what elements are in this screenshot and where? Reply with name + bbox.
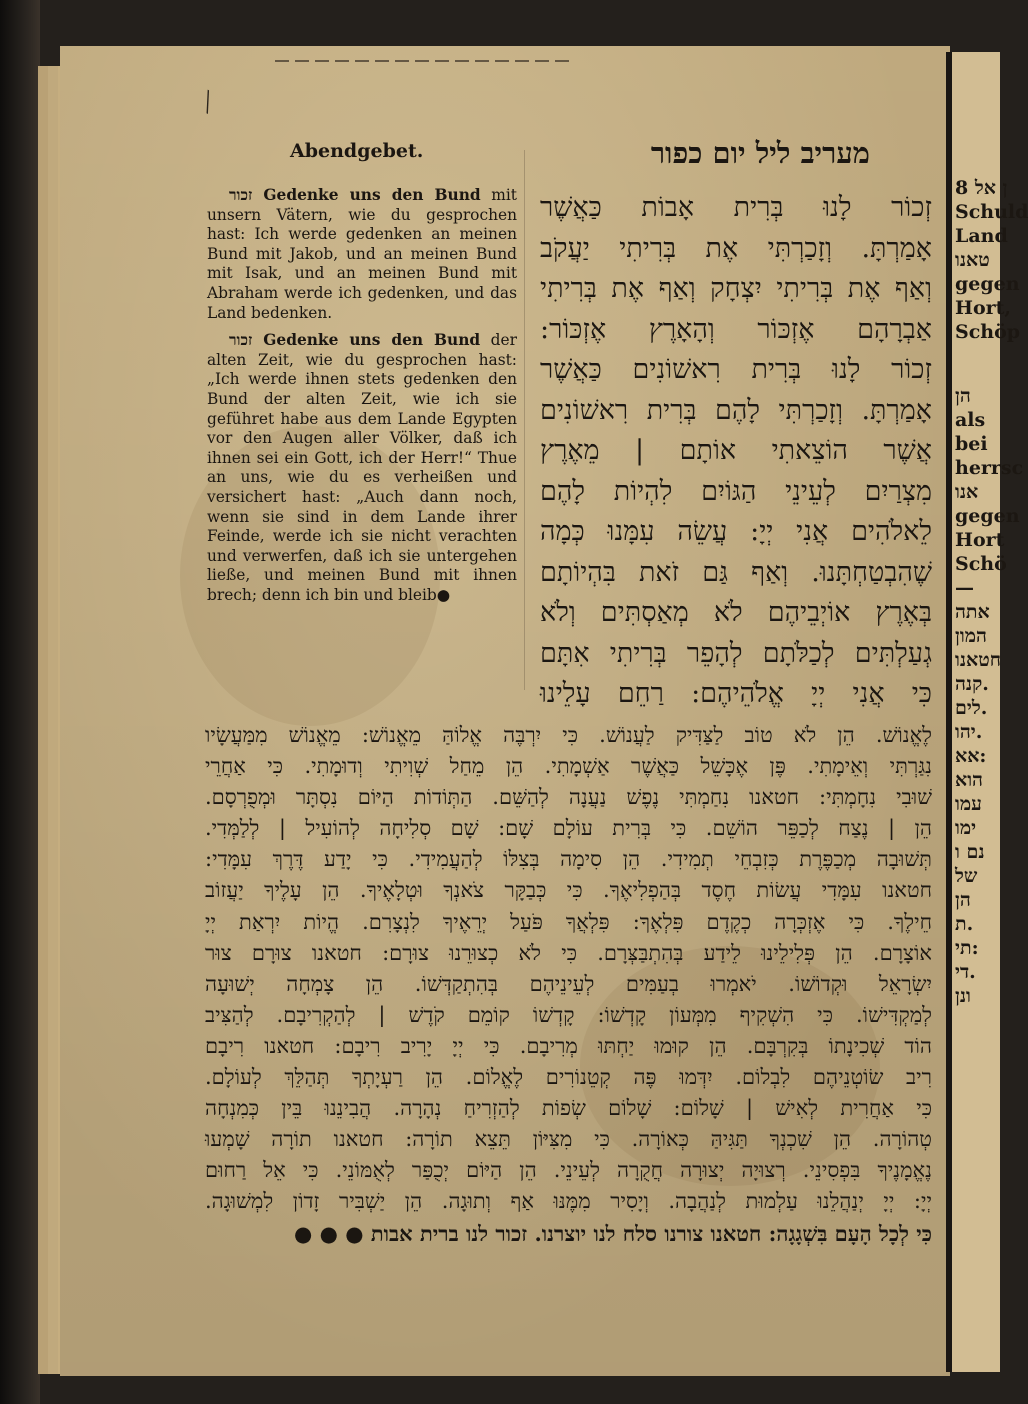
paragraph-text: der alten Zeit, wie du gesprochen hast: „Ich werde ihnen stets gedenken den Bund der alten Zeit, wie ich sie geführet habe aus dem Lande Egypten vor den Augen aller Völker, daß ich ihnen sei ein Gott, ich der Herr!“ Thue an uns, wie du es verheißen und versichert hast: „Auch dann noch, wenn sie sind in dem Lande ihrer Feinde, werde ich sie nicht verachten und verwerfen, daß ich sie untergehen ließe, und meinen Bund mit ihnen brech; denn ich bin und bleib●: [207, 331, 517, 604]
piyyut-line: חטאנו עִמָּדִי עֲשׂוֹת חֶסֶד בְּהַפְלִיאֶךָ. כִּי כְּבַקָּר צֹאנְךָ וּטְלָאֶיךָ. הֵן עָלֶיךָ יַעֲזוֹב: [205, 878, 932, 903]
german-paragraph: [207, 331, 517, 605]
facing-fragment: Hort,: [955, 297, 1012, 319]
facing-fragment: ן אל 8: [955, 177, 1008, 199]
facing-fragment: gegen: [955, 273, 1020, 295]
facing-fragment: אנו: [955, 481, 979, 503]
paragraph-lead: זכור Gedenke uns den Bund: [229, 186, 481, 204]
facing-fragment: Land: [955, 225, 1008, 247]
facing-fragment: יהו.: [955, 721, 983, 743]
piyyut-line: רִיב שׂוֹטְנֵיהֶם לִבְלוֹם. יִדְּמוּ פֶּה קְטֵנוֹרִים לֶאֱלוֹם. הֵן רַעְיָתְךָ תְּהַלֵּךְ לְעוֹלָם.: [205, 1065, 932, 1090]
hebrew-line: אָמַרְתָּ. וְזָכַרְתִּי לָהֶם בְּרִית רִאשׁוֹנִים: [540, 394, 932, 426]
hebrew-line: מִצְרַיִם לְעֵינֵי הַגּוֹיִם לִהְיוֹת לָהֶם: [540, 475, 932, 507]
piyyut-line: שׁוּבִי נִחָמְתִּי: חטאנו נִחַמְתִּי נֶפֶשׁ נַעֲנָה לְהַשֵּׁם. הַתְּוֹדוֹת הַיּוֹם נִסְתָּר וּמְפֻרְסָם.: [205, 785, 932, 810]
piyyut-line: חֵילֶךָ. כִּי אֶזְכְּרָה כְקֶדֶם פִּלְאֶךָ: פִּלְאֲךָ פֹּעַל יְרֵאֶיךָ לִנְצָרִם. הֱיוֹת יִרְאַת יְיָ: [205, 909, 932, 934]
facing-fragment: gegen: [955, 505, 1020, 527]
facing-fragment: אא:: [955, 745, 987, 767]
facing-fragment: Hort: [955, 529, 1005, 551]
german-running-title: Abendgebet.: [290, 140, 424, 162]
book-spine-shadow: [0, 0, 40, 1404]
piyyut-line: יִשְׂרָאֵל וּקְדוֹשׁוֹ. יֹאמְרוּ בְעַמִּים לְעֵינֵיהֶם בְּהִתְקַדְּשׁוֹ. הֵן צָמְחָה יְשׁוּעָה: [205, 971, 932, 996]
piyyut-line: נִגַּרְתִּי וְאֵימָתִי. פֶּן אֶכָּשֵׁל כַּאֲשֶׁר אַשְׁמָתִי. הֵן מֵחַל שְׁוִיתִי וְדוּמָתִי. כִּי אַחֲרֵי: [205, 754, 933, 779]
hebrew-running-title: מעריב ליל יום כפור: [650, 136, 870, 170]
hebrew-line: אֲשֶׁר הוֹצֵאתִי אוֹתָם | מֵאֶרֶץ: [540, 435, 932, 466]
hebrew-line: אַבְרָהָם אֶזְכּוֹר וְהָאָרֶץ אֶזְכּוֹר:: [540, 313, 932, 345]
german-translation-column: [207, 186, 517, 613]
facing-fragment: קנה.: [955, 673, 989, 695]
facing-fragment: אתה: [955, 601, 990, 623]
piyyut-line: כִּי אַחֲרִית לְאִישׁ | שָׁלוֹם: שָׁלוֹם שְׂפוֹת לְהַזְרִיחַ נְהָרָה. הֲבִינֵנוּ בֵּין כְּמִנְחָה: [205, 1096, 932, 1121]
facing-fragment: די.: [955, 961, 976, 983]
hebrew-piyyut-block: [205, 720, 932, 1249]
facing-fragment: Schöp: [955, 321, 1021, 343]
facing-fragment: תי:: [955, 937, 979, 959]
facing-fragment: הוא: [955, 769, 983, 791]
paragraph-lead: זכור Gedenke uns den Bund: [229, 331, 481, 350]
hebrew-line: שֶׁהִבְטַחְתָּנוּ. וְאַף גַּם זֹאת בִּהְיוֹתָם: [540, 556, 932, 588]
piyyut-line: הֵן | נֶצַח לְכַפֵּר הוֹשֵׁם. כִּי בְּרִית עוֹלָם שָׁם: שָׁם סְלִיחָה לְהוֹעִיל | לְלַמְּדִי.: [205, 816, 932, 841]
piyyut-line: לֶאֱנוֹשׁ. הֵן לֹא טוֹב לַצַּדִּיק לַעֲנוֹשׁ. כִּי יִרְבֶּה אֱלוֹהַּ מֵאֱנוֹשׁ: מֵאֱנוֹשׁ מִמַּעֲשָׂיו: [205, 723, 932, 747]
hebrew-line: גְעַלְתִּים לְכַלֹּתָם לְהָפֵר בְּרִיתִי אִתָּם: [540, 637, 932, 669]
facing-fragment: als: [955, 409, 986, 431]
hebrew-line: אָמַרְתָּ. וְזָכַרְתִּי אֶת בְּרִיתִי יַעֲקֹב: [540, 232, 932, 264]
hebrew-line: לֵאלֹהִים אֲנִי יְיָ: עֲשֵׂה עִמָּנוּ כְּמָה: [540, 516, 932, 547]
facing-fragment: ת.: [955, 913, 974, 935]
piyyut-line: יְיָ: יְיָ יְנַהֲלֵנוּ עַלְמוּת לְנַהֲבָה. וְיָסִיר מִמֶּנּוּ אַף וְתוּגָה. הֵן יַשְׁבִּיר זָדוֹן לִמְשׁוּגָה.: [205, 1189, 932, 1214]
ink-mark: ╲: [197, 90, 218, 115]
facing-fragment: לים.: [955, 697, 988, 719]
piyyut-line: לְמַקְדִּישׁוֹ. כִּי הִשְׁקִיף מִמְּעוֹן קָדְשׁוֹ: קָדְשׁוֹ קוֹמֵם קֹדֶשׁ | לְהַקְרִיבָם. לְהַצִּיב: [205, 1002, 932, 1027]
facing-fragment: herrsc: [955, 457, 1024, 479]
facing-fragment: חטאנו: [955, 649, 1001, 671]
piyyut-closing-line: כִּי לְכָל הָעָם בִּשְׁגָגָה: חטאנו צורנו סלח לנו יוצרנו. זכור לנו ברית אבות ● ● ●: [293, 1220, 932, 1246]
facing-fragment: טאנו: [955, 249, 990, 271]
facing-fragment: Schuld: [955, 201, 1028, 223]
facing-fragment: המון: [955, 625, 987, 647]
facing-fragment: של: [955, 865, 978, 887]
piyyut-line: הוֹד שְׁכִינָתוֹ בְּקִרְבָּם. הֵן קוּמוּ יַחְתּוּ מְרִיבָם. כִּי יְיָ יָרִיב רִיבָם: חטאנו רִיבָם: [205, 1033, 932, 1058]
piyyut-line: אוֹצָרָם. הֵן פְּלִילֵינוּ לֵידַע בְּהִתְבַּצְּרָם. כִּי לֹא כְצוּרֵנוּ צוּרָם: חטאנו צוּרָם צוּר: [205, 940, 932, 965]
facing-fragment: ונן: [955, 985, 971, 1007]
piyyut-line: נֶאֱמָנֶיךָ בִּפְסִינֵי. רְצוּיָה יְצוּרָה חֲקֻרָה לְעֵינֵי. הֵן הַיּוֹם יְכֻפַּר לְאֻמּוֹנֵי. כִּי אֵל רַחוּם: [205, 1158, 932, 1183]
hebrew-line: כִּי אֲנִי יְיָ אֱלֹהֵיהֶם: רַחֵם עָלֵינוּ: [540, 678, 932, 709]
facing-fragment: עמו: [955, 793, 982, 815]
facing-fragment: bei: [955, 433, 988, 455]
german-paragraph: [207, 186, 517, 323]
hebrew-line: זְכוֹר לָנוּ בְּרִית רִאשׁוֹנִים כַּאֲשֶׁר: [540, 354, 932, 385]
paragraph-text: mit unsern Vätern, wie du gesprochen hast: Ich werde gedenken an meinen Bund mit Jakob, und an meinen Bund mit Isak, und an meinen Bund mit Abraham werde ich gedenken, und das Land bedenken.: [207, 186, 517, 322]
piyyut-line: טְהוֹרָה. הֵן שִׁכְנְךָ תַּגִּיהַּ כְּאוֹרָה. כִּי מִצִּיּוֹן תֵּצֵא תוֹרָה: חטאנו תוֹרָה שָׁמְעוּ: [205, 1127, 932, 1152]
hebrew-line: וְאַף אֶת בְּרִיתִי יִצְחָק וְאַף אֶת בְּרִיתִי: [540, 273, 932, 304]
facing-fragment: הן: [955, 889, 971, 911]
hebrew-prayer-column: [540, 188, 932, 715]
facing-fragment: נם ו: [955, 841, 985, 863]
piyyut-line: תְּשׁוּבָה מְכַפֶּרֶת כְּזִבְחֵי תְמִידִי. הֵן סִימָה בְּצִלּוֹ לְהַעֲמִידִי. כִּי יָדַע דֶּרֶךְ עִמָּדִי:: [205, 847, 932, 872]
facing-rule-fragment: —: [955, 577, 974, 599]
facing-fragment: הן: [955, 385, 971, 407]
hebrew-line: בְּאֶרֶץ אוֹיְבֵיהֶם לֹא מְאַסְתִּים וְלֹא: [540, 597, 932, 628]
facing-fragment: Schö: [955, 553, 1007, 575]
hebrew-line: זְכוֹר לָנוּ בְּרִית אָבוֹת כַּאֲשֶׁר: [540, 192, 932, 223]
header-dashed-rule: [275, 60, 575, 62]
facing-fragment: ימו: [955, 817, 977, 839]
column-divider: [524, 150, 525, 690]
facing-page-edge: [946, 52, 1028, 1372]
